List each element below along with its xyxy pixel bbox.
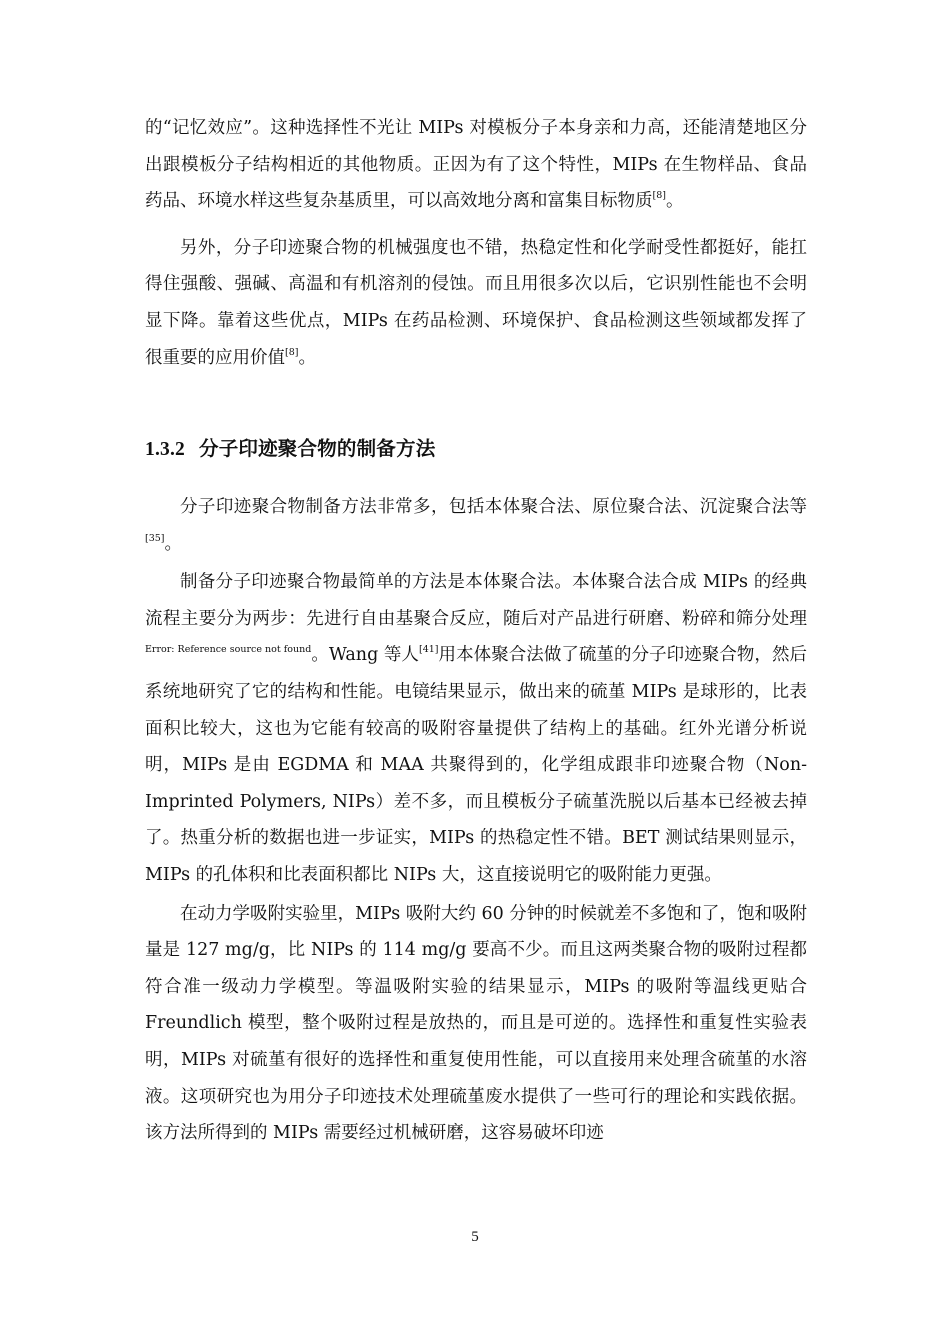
citation-ref: [8] — [652, 190, 666, 202]
citation-ref: [35] — [145, 532, 165, 544]
page-number: 5 — [471, 1229, 479, 1245]
paragraph-mechanical-strength: 另外，分子印迹聚合物的机械强度也不错，热稳定性和化学耐受性都挺好，能扛得住强酸、强碱、高温和有机溶剂的侵蚀。而且用很多次以后，它识别性能也不会明显下降。靠着这些优点，MIPs 在药品检测、环境保护、食品检测这些领域都发挥了很重要的应用价值[8]。 — [145, 237, 807, 368]
body-section-2 — [145, 489, 807, 1152]
paragraph-memory-effect: 的“记忆效应”。这种选择性不光让 MIPs 对模板分子本身亲和力高，还能清楚地区分出跟模板分子结构相近的其他物质。正因为有了这个特性，MIPs 在生物样品、食品药品、环境水样这些复杂基质里，可以高效地分离和富集目标物质[8]。 — [145, 118, 807, 212]
paragraph-methods-overview: 分子印迹聚合物制备方法非常多，包括本体聚合法、原位聚合法、沉淀聚合法等[35]。 — [145, 497, 807, 554]
body-section-1 — [145, 110, 807, 376]
section-heading — [145, 433, 435, 461]
section-number: 1.3.2 — [145, 439, 185, 460]
paragraph-bulk-polymerization: 制备分子印迹聚合物最简单的方法是本体聚合法。本体聚合法合成 MIPs 的经典流程主要分为两步：先进行自由基聚合反应，随后对产品进行研磨、粉碎和筛分处理$^{Error: Reference source not found}$。Wang 等人[41]用本体聚合法做了硫堇的分子印迹聚合物，然后系统地研究了它的结构和性能。电镜结果显示，做出来的硫堇 MIPs 是球形的，比表面积比较大，这也为它能有较高的吸附容量提供了结构上的基础。红外光谱分析说明，MIPs 是由 EGDMA 和 MAA 共聚得到的，化学组成跟非印迹聚合物（Non-Imprinted Polymers, NIPs）差不多，而且模板分子硫堇洗脱以后基本已经被去掉了。热重分析的数据也进一步证实，MIPs 的热稳定性不错。BET 测试结果则显示，MIPs 的孔体积和比表面积都比 NIPs 大，这直接说明它的吸附能力更强。 — [145, 572, 808, 885]
error-reference: Error: Reference source not found — [145, 644, 312, 656]
paragraph-adsorption-kinetics: 在动力学吸附实验里，MIPs 吸附大约 60 分钟的时候就差不多饱和了，饱和吸附量是 127 mg/g，比 NIPs 的 114 mg/g 要高不少。而且这两类聚合物的吸附过程都符合准一级动力学模型。等温吸附实验的结果显示，MIPs 的吸附等温线更贴合 Freundlich 模型，整个吸附过程是放热的，而且是可逆的。选择性和重复性实验表明，MIPs 对硫堇有很好的选择性和重复使用性能，可以直接用来处理含硫堇的水溶液。这项研究也为用分子印迹技术处理硫堇废水提供了一些可行的理论和实践依据。该方法所得到的 MIPs 需要经过机械研磨，这容易破坏印迹 — [145, 903, 807, 1144]
citation-ref: [41] — [418, 644, 439, 656]
section-title: 分子印迹聚合物的制备方法 — [199, 437, 436, 460]
citation-ref: [8] — [285, 346, 299, 358]
